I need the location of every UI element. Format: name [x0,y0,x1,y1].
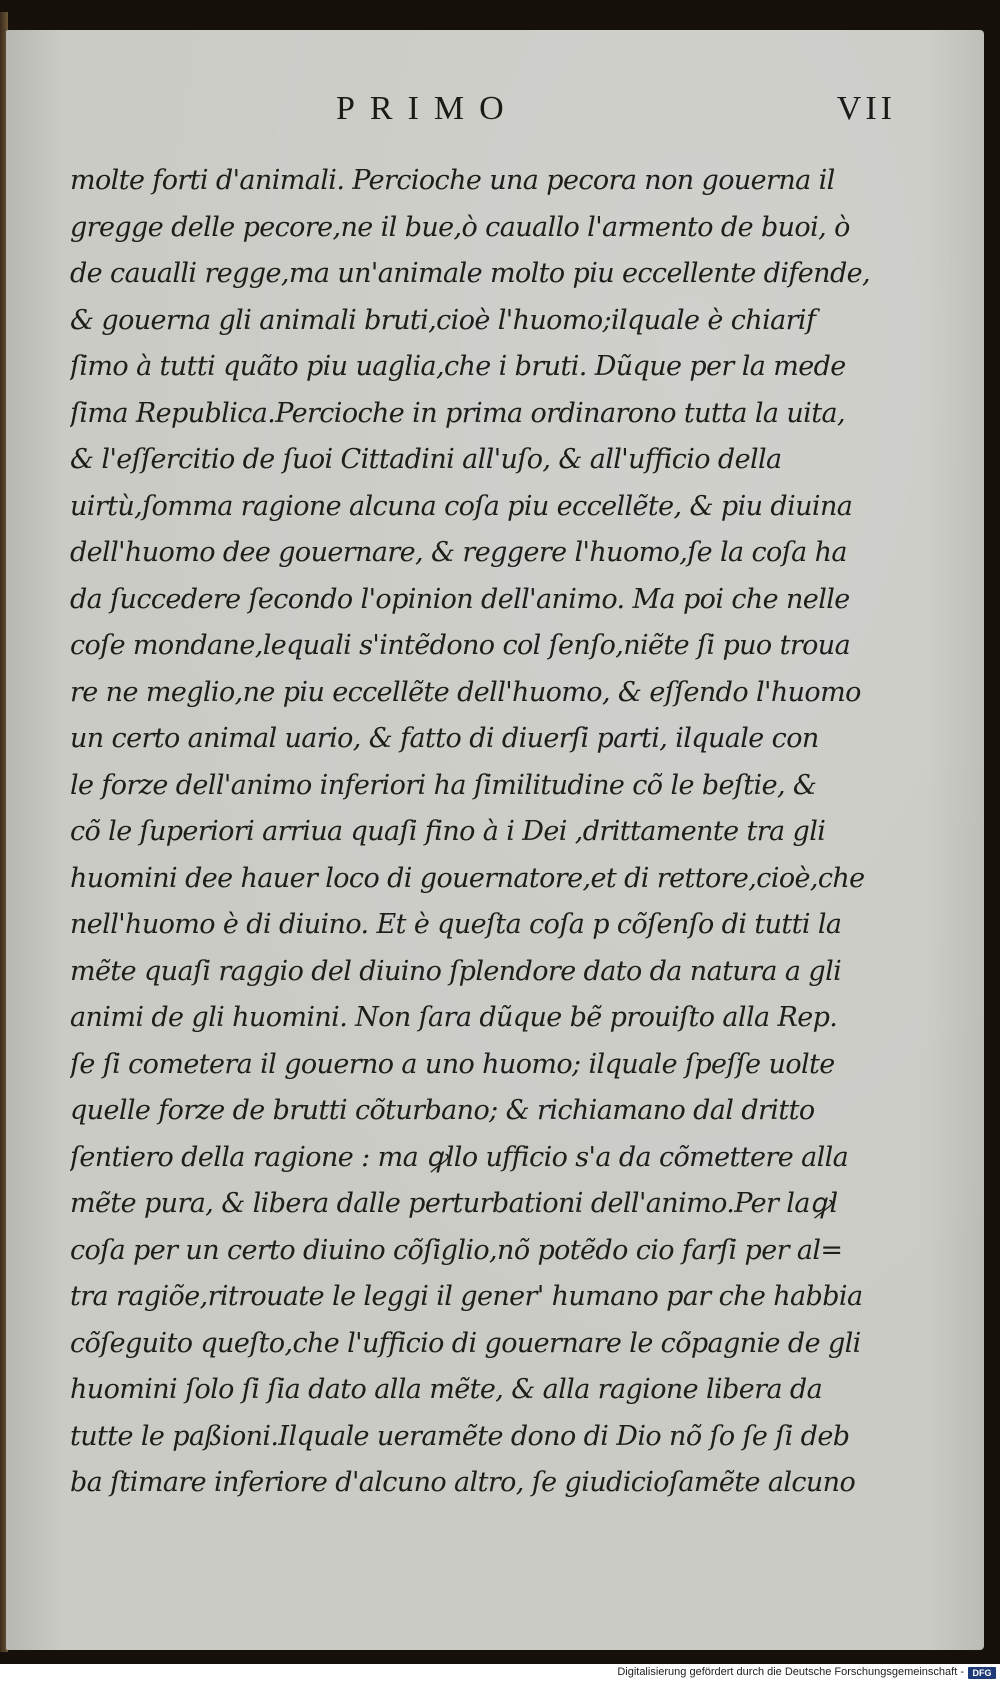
dfg-logo: DFG [968,1667,996,1679]
text-line: huomini ſolo ſi ſia dato alla mẽte, & alla ragione libera da [70,1374,823,1405]
text-line: coſa per un certo diuino cõſiglio,nõ potẽdo cio farſi per al= [70,1234,843,1266]
text-line: da ſuccedere ſecondo l'opinion dell'animo. Ma poi che nelle [70,583,850,615]
page-number: VII [836,90,896,127]
text-line: nell'huomo è di diuino. Et è queſta coſa p cõſenſo di tutti la [70,909,842,940]
body-text [70,158,930,1507]
text-line: ſe ſi cometera il gouerno a uno huomo; ilquale ſpeſſe uolte [70,1048,835,1080]
text-line: & gouerna gli animali bruti,cioè l'huomo;ilquale è chiarif [70,304,816,336]
text-line: le forze dell'animo inferiori ha ſimilitudine cõ le beſtie, & [70,769,817,801]
text-line: un certo animal uario, & fatto di diuerſi parti, ilquale con [70,723,819,754]
book-page [6,30,984,1650]
footer-bar [0,1664,1000,1683]
text-line: de caualli regge,ma un'animale molto piu eccellente difende, [70,258,870,289]
text-line: mẽte quaſi raggio del diuino ſplendore dato da natura a gli [70,955,842,987]
text-line: re ne meglio,ne piu eccellẽte dell'huomo, & eſſendo l'huomo [70,676,861,708]
text-line: ſimo à tutti quãto piu uaglia,che i bruti. Dũque per la mede [70,351,846,382]
text-line: cõ le ſuperiori arriua quaſi fino à i Dei ,drittamente tra gli [70,816,826,847]
text-line: uirtù,ſomma ragione alcuna coſa piu eccellẽte, & piu diuina [70,490,853,522]
text-line: ſentiero della ragione : ma ꝙllo ufficio s'a da cõmettere alla [70,1141,849,1173]
text-line: ſima Republica.Percioche in prima ordinarono tutta la uita, [70,397,845,429]
text-line: huomini dee hauer loco di gouernatore,et di rettore,cioè,che [70,862,865,894]
text-line: dell'huomo dee gouernare, & reggere l'huomo,ſe la coſa ha [70,537,847,568]
text-line: tra ragiõe,ritrouate le leggi il gener' humano par che habbia [70,1281,863,1312]
running-head-title: PRIMO [336,90,519,127]
text-line: tutte le paßioni.Ilquale ueramẽte dono di Dio nõ ſo ſe ſi deb [70,1420,850,1452]
text-line: mẽte pura, & libera dalle perturbationi dell'animo.Per laꝙl [70,1188,838,1219]
text-line: coſe mondane,lequali s'intẽdono col ſenſo,niẽte ſi puo troua [70,630,851,661]
text-line: molte forti d'animali. Percioche una pecora non gouerna il [70,165,835,196]
text-line: & l'eſſercitio de ſuoi Cittadini all'uſo, & all'ufficio della [70,444,782,475]
text-line: ba ſtimare inferiore d'alcuno altro, ſe giudicioſamẽte alcuno [70,1467,856,1498]
text-line: quelle forze de brutti cõturbano; & richiamano dal dritto [70,1095,815,1126]
funding-credit: Digitalisierung gefördert durch die Deutsche Forschungsgemeinschaft - [617,1666,964,1678]
text-line: gregge delle pecore,ne il bue,ò cauallo l'armento de buoi, ò [70,211,850,243]
running-head [336,90,896,150]
text-line: cõſeguito queſto,che l'ufficio di gouernare le cõpagnie de gli [70,1327,861,1359]
text-line: animi de gli huomini. Non ſara dũque bẽ prouiſto alla Rep. [70,1002,838,1033]
